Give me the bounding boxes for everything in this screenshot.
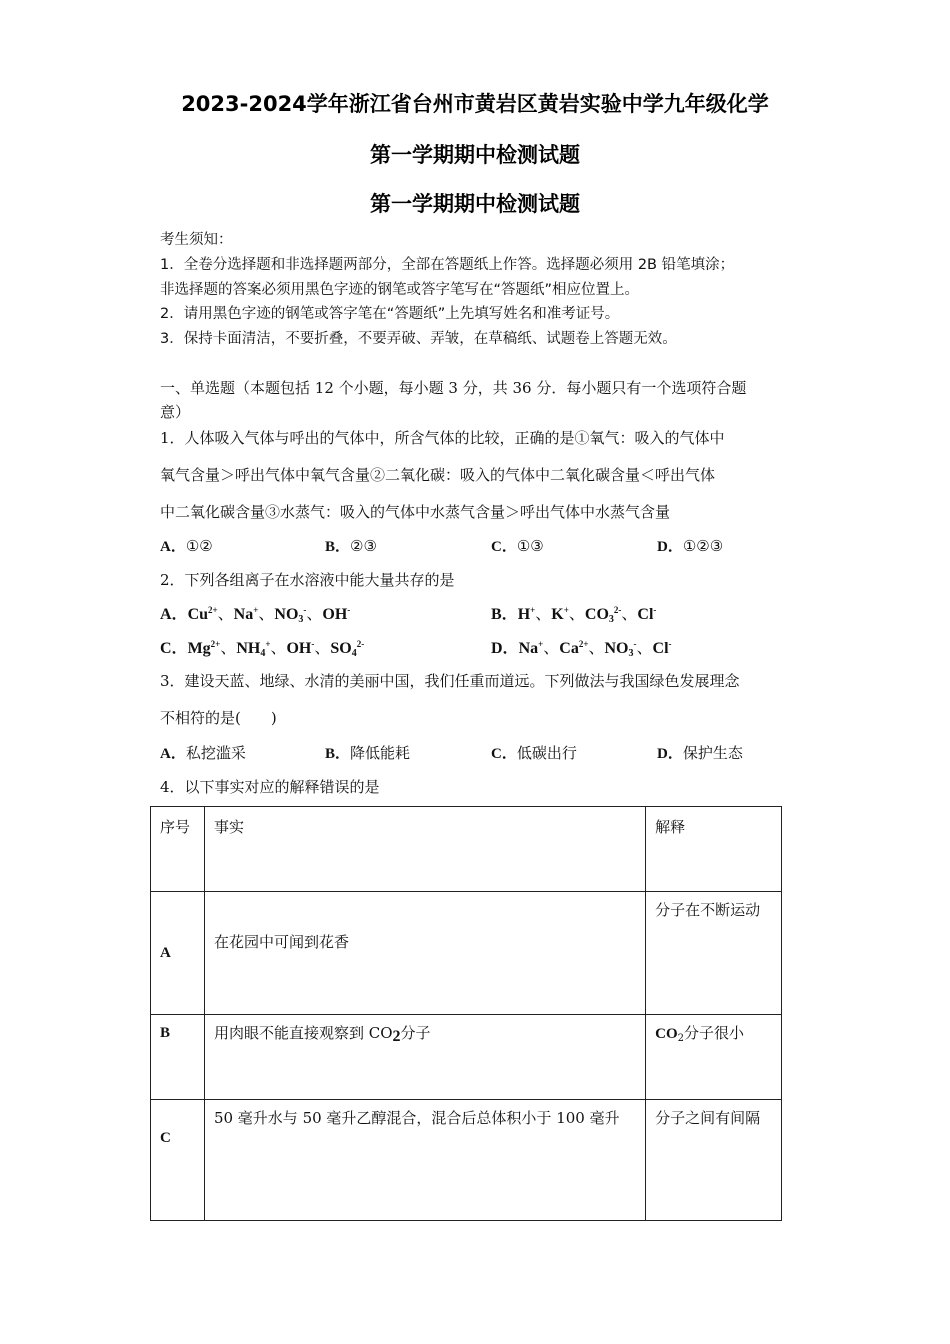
q1-option-d: D．①②③ — [657, 537, 724, 555]
ion: $Cu^{2+}$ — [187, 605, 218, 623]
q2-option-b: B．H+、K+、$CO_3^{2-}$、Cl- — [491, 605, 657, 625]
document-title-line-1: 2023-2024学年浙江省台州市黄岩区黄岩实验中学九年级化学 — [181, 92, 769, 116]
row-fact: 在花园中可闻到花香 — [213, 932, 349, 951]
notice-line-3: 2．请用黑色字迹的钢笔或答字笔在“答题纸”上先填写姓名和准考证号。 — [160, 306, 620, 322]
ion: $Ca^{2+}$ — [559, 639, 589, 657]
header-fact: 事实 — [213, 818, 244, 836]
row-explanation: $CO_2$分子很小 — [655, 1024, 745, 1044]
section-heading-cont: 意） — [160, 403, 191, 421]
ion: K+ — [551, 605, 569, 623]
ion: $NH_4^+$ — [236, 639, 271, 659]
q1-option-c: C．①③ — [491, 537, 544, 555]
q3-stem-line-1: 3．建设天蓝、地绿、水清的美丽中国，我们任重而道远。下列做法与我国绿色发展理念 — [160, 672, 740, 690]
q3-option-a: A．私挖滥采 — [160, 744, 246, 762]
ion: OH- — [286, 639, 315, 657]
q3-stem-line-2: 不相符的是( ) — [160, 709, 277, 727]
ion: $CO_3^{2-}$ — [584, 605, 622, 625]
ion: $Mg^{2+}$ — [187, 639, 221, 657]
section-heading: 一、单选题（本题包括 12 个小题，每小题 3 分，共 36 分．每小题只有一个选项符合题 — [160, 379, 747, 397]
row-index: B — [160, 1025, 171, 1041]
notice-line-2: 非选择题的答案必须用黑色字迹的钢笔或答字笔写在“答题纸”相应位置上。 — [160, 282, 640, 298]
table-row — [151, 1100, 782, 1221]
q3-option-d: D．保护生态 — [657, 744, 743, 762]
ion: Na+ — [518, 639, 544, 657]
q2-option-d: D．Na+、$Ca^{2+}$、$NO_3^-$、Cl- — [491, 639, 672, 659]
q1-option-a: A．①② — [160, 537, 213, 555]
ion: H+ — [517, 605, 536, 623]
document-title-line-2: 第一学期期中检测试题 — [370, 143, 580, 167]
q2-stem: 2．下列各组离子在水溶液中能大量共存的是 — [160, 571, 455, 589]
q3-option-c: C．低碳出行 — [491, 744, 577, 762]
table-header-row — [151, 807, 782, 892]
facts-table — [150, 806, 782, 1221]
q2-option-a: A．$Cu^{2+}$、Na+、$NO_3^-$、OH- — [160, 605, 351, 625]
q2-option-c: C．$Mg^{2+}$、$NH_4^+$、OH-、$SO_4^{2-}$ — [160, 639, 365, 659]
ion: Cl- — [637, 605, 657, 623]
document-title-line-3: 第一学期期中检测试题 — [370, 192, 580, 216]
row-fact: 50 毫升水与 50 毫升乙醇混合，混合后总体积小于 100 毫升 — [213, 1109, 620, 1127]
ion: Cl- — [652, 639, 672, 657]
ion: $NO_3^-$ — [274, 605, 307, 625]
row-index: C — [160, 1130, 171, 1146]
ion: OH- — [322, 605, 351, 623]
ion: $SO_4^{2-}$ — [330, 639, 365, 659]
header-index: 序号 — [160, 818, 191, 836]
q1-stem-line-1: 1．人体吸入气体与呼出的气体中，所含气体的比较，正确的是①氧气：吸入的气体中 — [160, 429, 725, 447]
table-row — [151, 1015, 782, 1100]
q1-stem-line-3: 中二氧化碳含量③水蒸气：吸入的气体中水蒸气含量＞呼出气体中水蒸气含量 — [160, 503, 671, 521]
notice-line-4: 3．保持卡面清洁，不要折叠，不要弄破、弄皱，在草稿纸、试题卷上答题无效。 — [160, 331, 677, 347]
row-explanation: 分子在不断运动 — [655, 901, 761, 919]
notice-line-1: 1．全卷分选择题和非选择题两部分，全部在答题纸上作答。选择题必须用 2B 铅笔填涂； — [160, 257, 735, 273]
header-explanation: 解释 — [655, 818, 686, 836]
notice-heading: 考生须知： — [160, 232, 233, 248]
q4-stem: 4．以下事实对应的解释错误的是 — [160, 778, 380, 796]
q3-option-b: B．降低能耗 — [325, 744, 411, 762]
row-explanation: 分子之间有间隔 — [655, 1109, 761, 1127]
q1-stem-line-2: 氧气含量＞呼出气体中氧气含量②二氧化碳：吸入的气体中二氧化碳含量＜呼出气体 — [160, 466, 716, 484]
q1-option-b: B．②③ — [325, 537, 377, 555]
row-index: A — [160, 944, 171, 961]
ion: Na+ — [233, 605, 259, 623]
ion: $NO_3^-$ — [604, 639, 637, 659]
row-fact: 用肉眼不能直接观察到 $CO_2$分子 — [213, 1024, 431, 1045]
table-row — [151, 892, 782, 1015]
